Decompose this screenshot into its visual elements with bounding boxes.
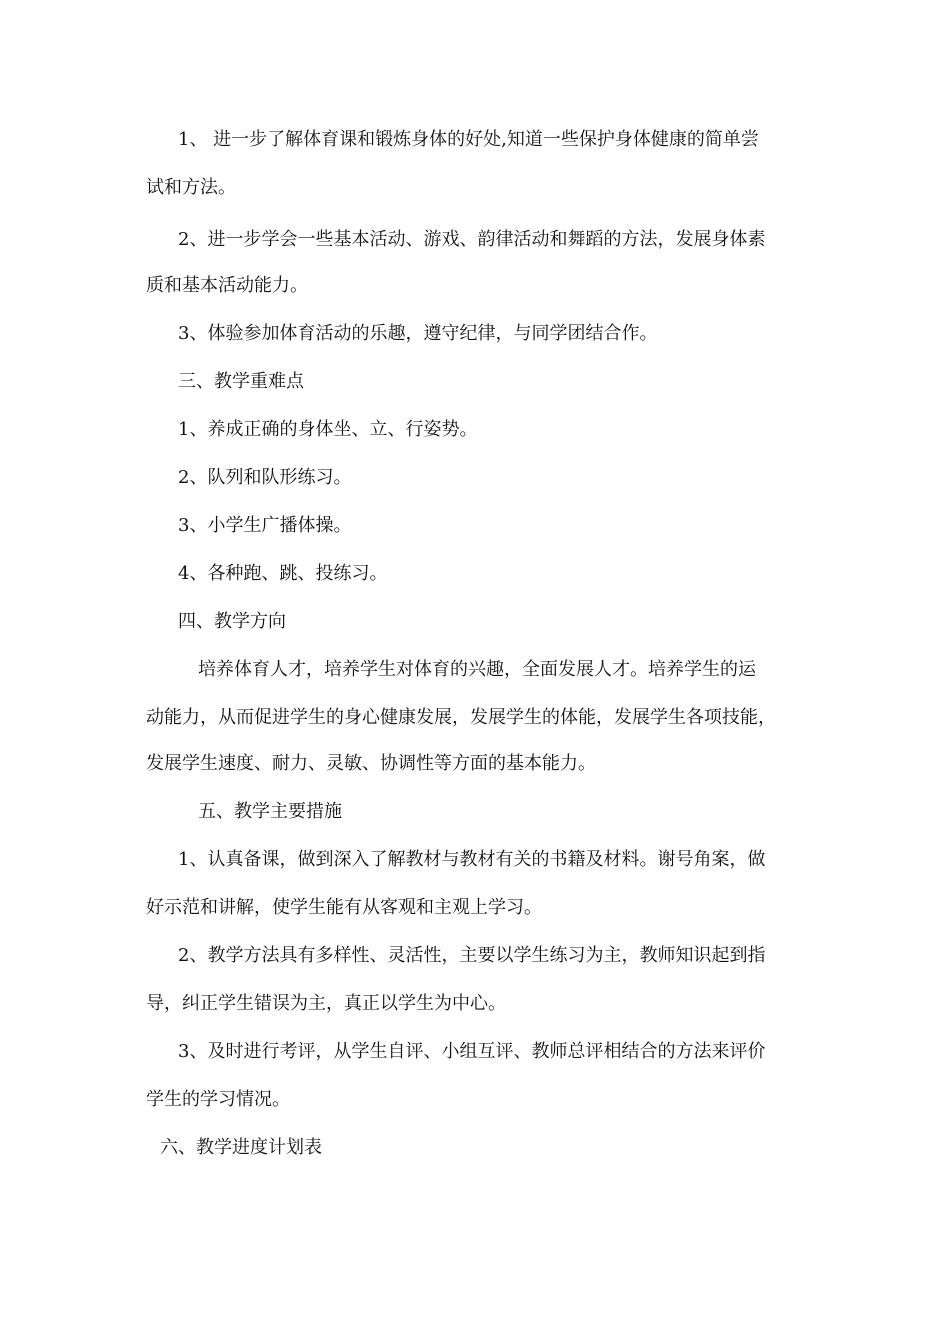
goal-3: 3、体验参加体育活动的乐趣，遵守纪律，与同学团结合作。 [178,323,658,344]
measure-1-line-1: 1、认真备课，做到深入了解教材与教材有关的书籍及材料。谢号角案，做 [178,849,766,870]
measure-2-line-2: 导，纠正学生错误为主，真正以学生为中心。 [146,993,506,1014]
direction-line-1: 培养体育人才，培养学生对体育的兴趣，全面发展人才。培养学生的运 [198,659,756,680]
goal-1-line-1: 1、 进一步了解体育课和锻炼身体的好处,知道一些保护身体健康的简单尝 [178,129,759,150]
measure-2-line-1: 2、教学方法具有多样性、灵活性，主要以学生练习为主，教师知识起到指 [178,945,766,966]
direction-line-3: 发展学生速度、耐力、灵敏、协调性等方面的基本能力。 [146,753,596,774]
direction-line-2: 动能力，从而促进学生的身心健康发展，发展学生的体能，发展学生各项技能， [146,707,776,728]
goal-2-line-1: 2、进一步学会一些基本活动、游戏、韵律活动和舞蹈的方法，发展身体素 [178,229,766,250]
key-point-1: 1、养成正确的身体坐、立、行姿势。 [178,419,478,440]
measure-3-line-2: 学生的学习情况。 [146,1089,290,1110]
goal-2-line-2: 质和基本活动能力。 [146,275,308,296]
key-point-2: 2、队列和队形练习。 [178,467,352,488]
section-heading-direction: 四、教学方向 [178,611,286,632]
goal-1-line-2: 试和方法。 [146,177,236,198]
measure-1-line-2: 好示范和讲解，使学生能有从客观和主观上学习。 [146,897,542,918]
measure-3-line-1: 3、及时进行考评，从学生自评、小组互评、教师总评相结合的方法来评价 [178,1041,766,1062]
key-point-4: 4、各种跑、跳、投练习。 [178,563,388,584]
section-heading-schedule: 六、教学进度计划表 [160,1137,322,1158]
section-heading-measures: 五、教学主要措施 [198,801,342,822]
section-heading-key-points: 三、教学重难点 [178,371,304,392]
key-point-3: 3、小学生广播体操。 [178,515,352,536]
